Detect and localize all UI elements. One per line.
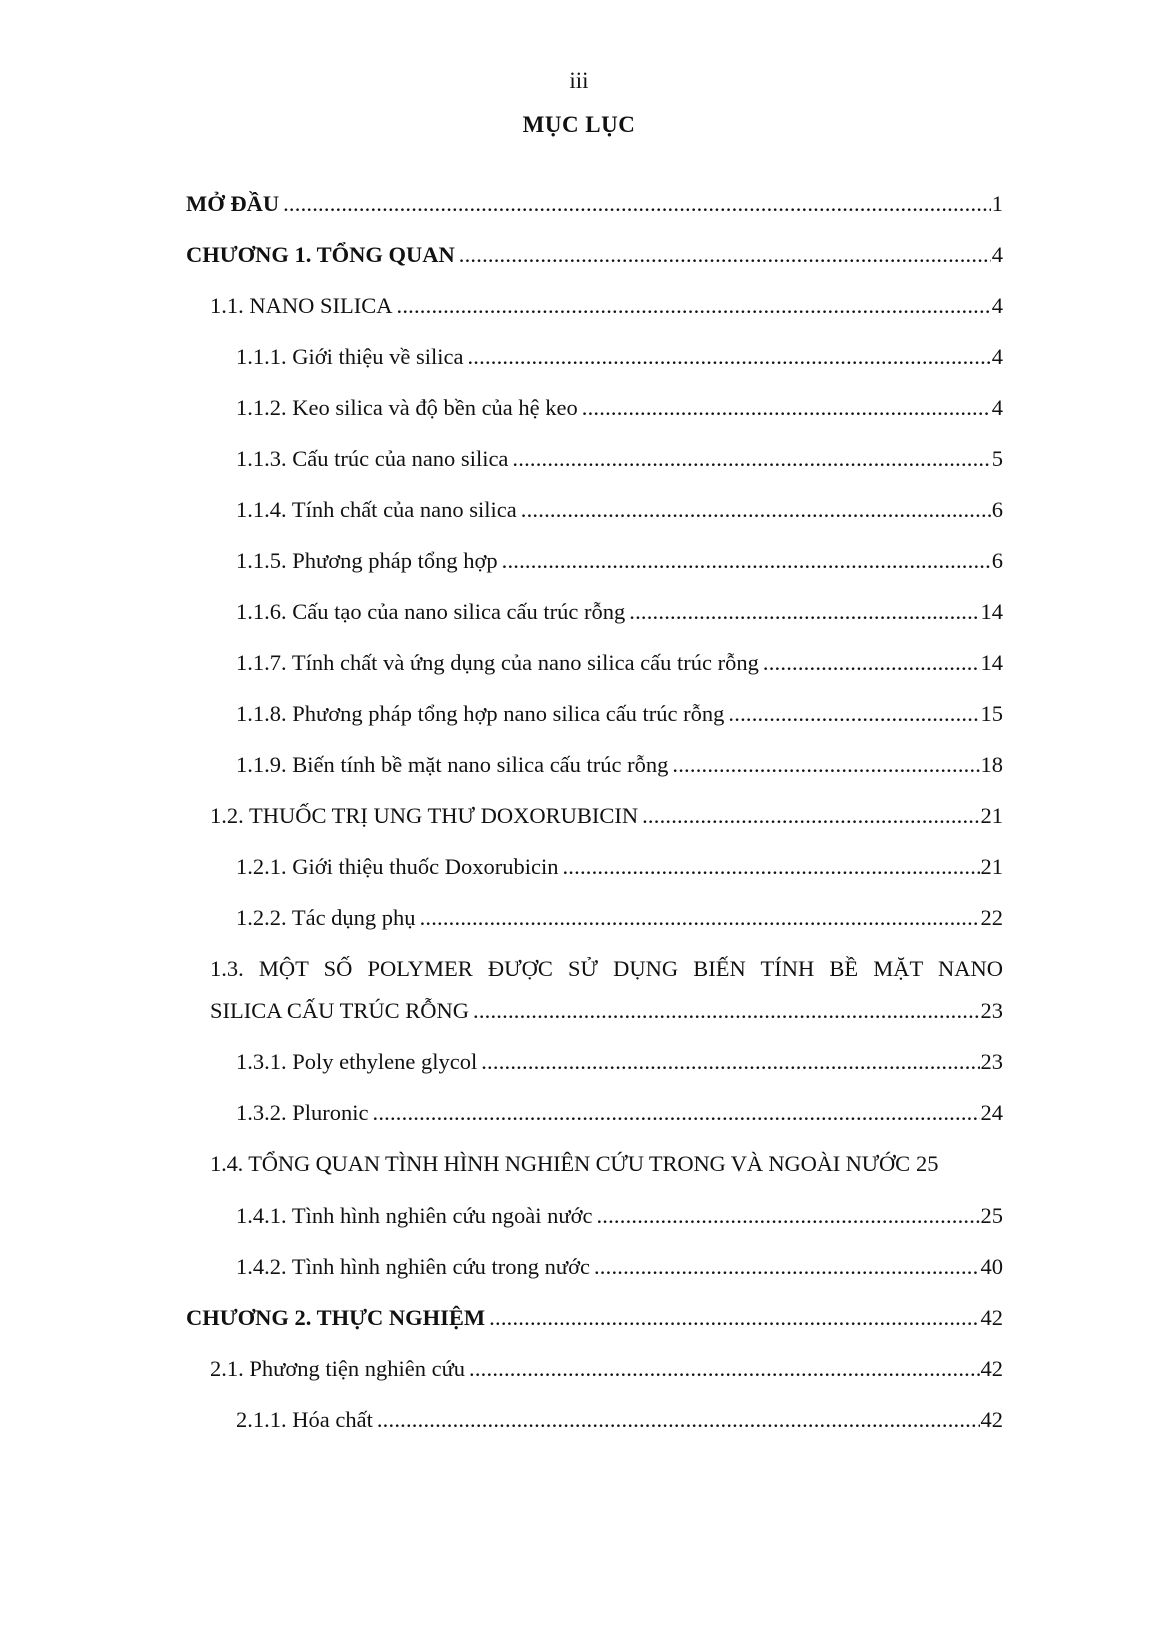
- dot-leader: [629, 597, 979, 627]
- toc-entry-chuong-2[interactable]: [186, 1303, 1003, 1333]
- dot-leader: [397, 291, 991, 321]
- toc-entry-page: 1: [991, 191, 1003, 216]
- toc-entry-1-1-3[interactable]: [236, 444, 1003, 474]
- dot-leader: [283, 189, 991, 219]
- dot-leader: [521, 495, 991, 525]
- toc-entry-title: 1.1.2. Keo silica và độ bền của hệ keo: [236, 395, 578, 420]
- toc-entry-2-1[interactable]: [210, 1354, 1003, 1384]
- toc-entry-chuong-1[interactable]: [186, 240, 1003, 270]
- toc-entry-page: 25: [915, 1151, 939, 1176]
- toc-entry-page: 4: [991, 395, 1003, 420]
- toc-entry-title: 1.1.1. Giới thiệu về silica: [236, 344, 464, 369]
- toc-entry-page: 23: [980, 998, 1003, 1023]
- toc-entry-title: 1.1.3. Cấu trúc của nano silica: [236, 446, 509, 471]
- dot-leader: [377, 1405, 980, 1435]
- toc-entry-page: 40: [980, 1254, 1003, 1279]
- toc-entry-title: 1.1.4. Tính chất của nano silica: [236, 497, 517, 522]
- toc-entry-page: 22: [980, 905, 1003, 930]
- toc-entry-1-3[interactable]: [210, 996, 1003, 1026]
- dot-leader: [512, 444, 990, 474]
- toc-entry-page: 18: [980, 752, 1003, 777]
- toc-entry-1-1-2[interactable]: [236, 393, 1003, 423]
- dot-leader: [420, 903, 980, 933]
- dot-leader: [467, 342, 990, 372]
- toc-entry-1-1-8[interactable]: [236, 699, 1003, 729]
- toc-entry-1-1-4[interactable]: [236, 495, 1003, 525]
- toc-entry-page: 25: [980, 1203, 1003, 1228]
- toc-entry-page: 6: [991, 548, 1003, 573]
- toc-entry-page: 4: [991, 293, 1003, 318]
- toc-entry-mo-dau[interactable]: [186, 189, 1003, 219]
- toc-entry-title: 1.2.1. Giới thiệu thuốc Doxorubicin: [236, 854, 559, 879]
- dot-leader: [763, 648, 980, 678]
- toc-entry-page: 42: [980, 1356, 1003, 1381]
- toc-entry-page: 15: [980, 701, 1003, 726]
- dot-leader: [459, 240, 991, 270]
- toc-entry-title: CHƯƠNG 1. TỔNG QUAN: [186, 242, 455, 267]
- toc-entry-1-3-2[interactable]: [236, 1098, 1003, 1128]
- dot-leader: [594, 1252, 980, 1282]
- dot-leader: [469, 1354, 979, 1384]
- toc-entry-page: 21: [980, 803, 1003, 828]
- toc-entry-title: SILICA CẤU TRÚC RỖNG: [210, 998, 469, 1023]
- toc-entry-1-3-1[interactable]: [236, 1047, 1003, 1077]
- toc-entry-title: 1.1. NANO SILICA: [210, 293, 393, 318]
- toc-entry-page: 42: [980, 1407, 1003, 1432]
- dot-leader: [596, 1201, 979, 1231]
- dot-leader: [481, 1047, 979, 1077]
- toc-entry-title: 1.3.1. Poly ethylene glycol: [236, 1049, 478, 1074]
- toc-entry-page: 14: [980, 599, 1003, 624]
- toc-entry-1-2-1[interactable]: [236, 852, 1003, 882]
- toc-entry-page: 24: [980, 1100, 1003, 1125]
- toc-entry-1-4[interactable]: [210, 1149, 1003, 1179]
- dot-leader: [672, 750, 979, 780]
- toc-entry-page: 4: [991, 242, 1003, 267]
- toc-entry-1-2[interactable]: [210, 801, 1003, 831]
- toc-entry-title: 1.1.7. Tính chất và ứng dụng của nano silica cấu trúc rỗng: [236, 650, 759, 675]
- toc-entry-page: 4: [991, 344, 1003, 369]
- toc-entry-title: MỞ ĐẦU: [186, 191, 280, 216]
- dot-leader: [489, 1303, 979, 1333]
- toc-entry-1-4-1[interactable]: [236, 1201, 1003, 1231]
- toc-entry-page: 5: [991, 446, 1003, 471]
- toc-entry-1-1-5[interactable]: [236, 546, 1003, 576]
- toc-entry-title: 1.3.2. Pluronic: [236, 1100, 369, 1125]
- toc-entry-page: 42: [980, 1305, 1003, 1330]
- toc-entry-2-1-1[interactable]: [236, 1405, 1003, 1435]
- dot-leader: [582, 393, 991, 423]
- toc-entry-page: 23: [980, 1049, 1003, 1074]
- toc-entry-1-2-2[interactable]: [236, 903, 1003, 933]
- toc-entry-title: 2.1. Phương tiện nghiên cứu: [210, 1356, 466, 1381]
- toc-entry-title: 1.1.5. Phương pháp tổng hợp: [236, 548, 498, 573]
- toc-entry-1-1-1[interactable]: [236, 342, 1003, 372]
- toc-entry-title: 1.4. TỔNG QUAN TÌNH HÌNH NGHIÊN CỨU TRONG VÀ NGOÀI NƯỚC: [210, 1151, 910, 1176]
- toc-entry-title: 1.4.1. Tình hình nghiên cứu ngoài nước: [236, 1203, 593, 1228]
- dot-leader: [473, 996, 980, 1026]
- toc-entry-title: 1.4.2. Tình hình nghiên cứu trong nước: [236, 1254, 590, 1279]
- toc-entry-page: 6: [991, 497, 1003, 522]
- toc-entry-page: 14: [980, 650, 1003, 675]
- toc-entry-page: 21: [980, 854, 1003, 879]
- toc-entry-title: 1.1.6. Cấu tạo của nano silica cấu trúc rỗng: [236, 599, 626, 624]
- toc-entry-title: 2.1.1. Hóa chất: [236, 1407, 373, 1432]
- toc-entry-1-1-7[interactable]: [236, 648, 1003, 678]
- dot-leader: [642, 801, 979, 831]
- toc-entry-1-3-line1[interactable]: 1.3. MỘT SỐ POLYMER ĐƯỢC SỬ DỤNG BIẾN TÍNH BỀ MẶT NANO: [210, 956, 1003, 981]
- toc-entry-1-1[interactable]: [210, 291, 1003, 321]
- toc-entry-title: 1.1.8. Phương pháp tổng hợp nano silica cấu trúc rỗng: [236, 701, 725, 726]
- toc-entry-1-4-2[interactable]: [236, 1252, 1003, 1282]
- toc-entry-title: 1.1.9. Biến tính bề mặt nano silica cấu trúc rỗng: [236, 752, 669, 777]
- dot-leader: [373, 1098, 980, 1128]
- dot-leader: [502, 546, 991, 576]
- toc-entry-1-1-6[interactable]: [236, 597, 1003, 627]
- dot-leader: [562, 852, 979, 882]
- toc-entry-title: 1.2.2. Tác dụng phụ: [236, 905, 416, 930]
- toc-entry-title: 1.2. THUỐC TRỊ UNG THƯ DOXORUBICIN: [210, 803, 639, 828]
- page-number: iii: [569, 68, 589, 93]
- dot-leader: [728, 699, 979, 729]
- toc-title: MỤC LỤC: [522, 112, 636, 137]
- toc-entry-title: CHƯƠNG 2. THỰC NGHIỆM: [186, 1305, 486, 1330]
- toc-entry-1-1-9[interactable]: [236, 750, 1003, 780]
